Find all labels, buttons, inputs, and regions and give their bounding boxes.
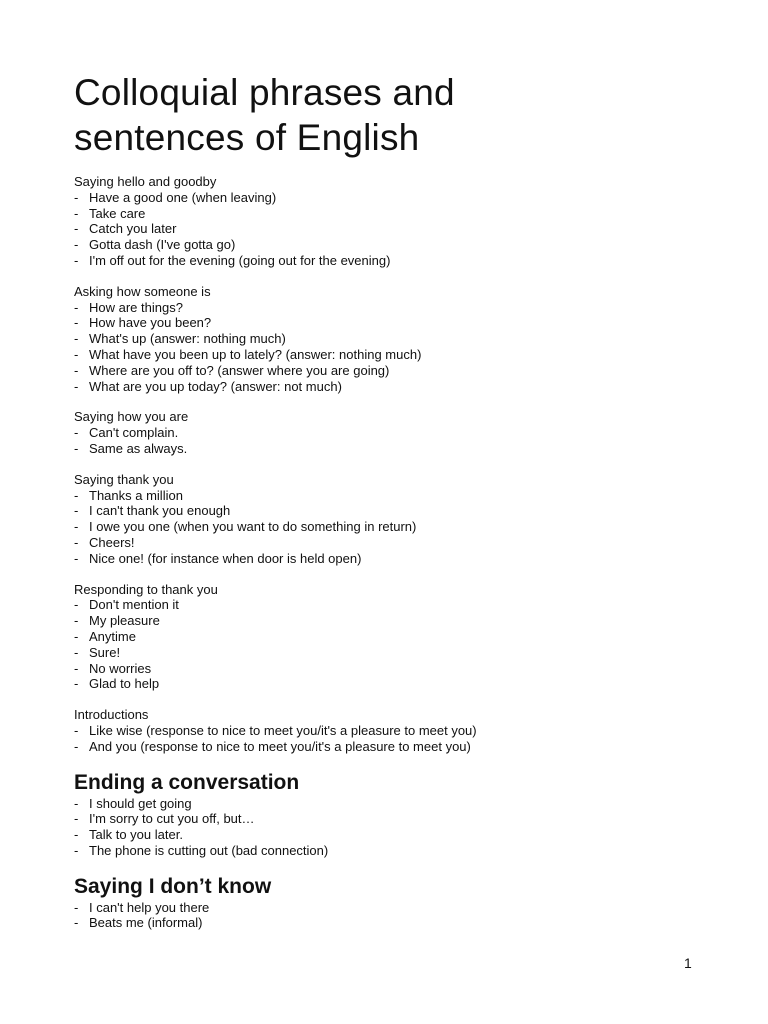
dash-bullet: - [74, 660, 79, 676]
dash-bullet: - [74, 205, 79, 221]
list-item [74, 661, 714, 677]
dash-bullet: - [74, 827, 79, 843]
list-item [74, 315, 714, 331]
section-saying-i-don-t-know [74, 874, 714, 932]
list-item [74, 811, 714, 827]
title-line-1: Colloquial phrases and [74, 72, 455, 113]
dash-bullet: - [74, 795, 79, 811]
dash-bullet: - [74, 738, 79, 754]
section-saying-hello-and-goodby [74, 174, 714, 269]
list-item [74, 347, 714, 363]
list-item [74, 629, 714, 645]
page-number: 1 [684, 955, 692, 971]
list-item [74, 645, 714, 661]
list-item [74, 676, 714, 692]
section-saying-how-you-are [74, 409, 714, 456]
list-item-text: Anytime [89, 628, 136, 644]
list-item-text: Catch you later [89, 221, 177, 237]
list-item [74, 237, 714, 253]
dash-bullet: - [74, 331, 79, 347]
list-item-text: Same as always. [89, 440, 188, 456]
list-item [74, 253, 714, 269]
dash-bullet: - [74, 346, 79, 362]
section-label: Saying how you are [74, 409, 189, 425]
list-item-text: I can't help you there [89, 899, 210, 915]
section-label: Responding to thank you [74, 581, 218, 597]
dash-bullet: - [74, 676, 79, 692]
page-title [74, 70, 714, 160]
list-item [74, 613, 714, 629]
phrase-list [74, 796, 714, 859]
list-item-text: I should get going [89, 795, 192, 811]
list-item-text: Beats me (informal) [89, 915, 203, 931]
section-introductions [74, 707, 714, 754]
dash-bullet: - [74, 299, 79, 315]
list-item [74, 379, 714, 395]
phrase-sections [74, 174, 714, 755]
list-item [74, 535, 714, 551]
list-item-text: Don't mention it [89, 597, 179, 613]
dash-bullet: - [74, 722, 79, 738]
section-heading: Ending a conversation [74, 770, 300, 794]
list-item [74, 519, 714, 535]
section-label: Asking how someone is [74, 283, 211, 299]
list-item-text: Like wise (response to nice to meet you/it's a pleasure to meet you) [89, 722, 477, 738]
title-line-2: sentences of English [74, 117, 420, 158]
phrase-list [74, 597, 714, 692]
dash-bullet: - [74, 487, 79, 503]
section-label: Saying hello and goodby [74, 174, 217, 189]
list-item-text: What have you been up to lately? (answer: nothing much) [89, 346, 422, 362]
list-item-text: I'm off out for the evening (going out for the evening) [89, 252, 391, 268]
dash-bullet: - [74, 440, 79, 456]
list-item [74, 900, 714, 916]
dash-bullet: - [74, 189, 79, 205]
dash-bullet: - [74, 644, 79, 660]
dash-bullet: - [74, 899, 79, 915]
dash-bullet: - [74, 221, 79, 237]
dash-bullet: - [74, 597, 79, 613]
dash-bullet: - [74, 811, 79, 827]
list-item [74, 441, 714, 457]
list-item-text: Where are you off to? (answer where you are going) [89, 362, 390, 378]
list-item [74, 915, 714, 931]
list-item [74, 503, 714, 519]
list-item [74, 488, 714, 504]
list-item-text: Nice one! (for instance when door is held open) [89, 550, 362, 566]
phrase-list [74, 300, 714, 395]
dash-bullet: - [74, 425, 79, 441]
dash-bullet: - [74, 237, 79, 253]
dash-bullet: - [74, 628, 79, 644]
section-heading: Saying I don’t know [74, 874, 272, 898]
list-item [74, 190, 714, 206]
list-item [74, 300, 714, 316]
list-item [74, 796, 714, 812]
list-item-text: Talk to you later. [89, 827, 183, 843]
phrase-list [74, 190, 714, 269]
heading-sections [74, 770, 714, 932]
list-item-text: No worries [89, 660, 152, 676]
section-responding-to-thank-you [74, 582, 714, 693]
list-item-text: The phone is cutting out (bad connection) [89, 842, 329, 858]
list-item [74, 425, 714, 441]
list-item-text: Glad to help [89, 676, 160, 692]
list-item-text: I owe you one (when you want to do something in return) [89, 519, 417, 535]
list-item [74, 551, 714, 567]
dash-bullet: - [74, 362, 79, 378]
dash-bullet: - [74, 252, 79, 268]
phrase-list [74, 723, 714, 755]
dash-bullet: - [74, 503, 79, 519]
list-item-text: I can't thank you enough [89, 503, 231, 519]
list-item-text: Thanks a million [89, 487, 183, 503]
list-item-text: My pleasure [89, 613, 160, 629]
list-item-text: Have a good one (when leaving) [89, 189, 277, 205]
dash-bullet: - [74, 378, 79, 394]
list-item [74, 221, 714, 237]
dash-bullet: - [74, 315, 79, 331]
list-item [74, 597, 714, 613]
list-item-text: Take care [89, 205, 146, 221]
section-label: Saying thank you [74, 471, 174, 487]
list-item-text: What's up (answer: nothing much) [89, 331, 286, 347]
list-item [74, 363, 714, 379]
list-item-text: How have you been? [89, 315, 212, 331]
section-label: Introductions [74, 707, 149, 723]
dash-bullet: - [74, 613, 79, 629]
dash-bullet: - [74, 842, 79, 858]
list-item [74, 843, 714, 859]
list-item [74, 331, 714, 347]
list-item-text: Can't complain. [89, 425, 179, 441]
dash-bullet: - [74, 534, 79, 550]
dash-bullet: - [74, 550, 79, 566]
list-item [74, 723, 714, 739]
dash-bullet: - [74, 915, 79, 931]
list-item [74, 206, 714, 222]
document-page [74, 70, 714, 946]
list-item-text: How are things? [89, 299, 183, 315]
list-item-text: Gotta dash (I've gotta go) [89, 237, 236, 253]
section-ending-a-conversation [74, 770, 714, 859]
list-item-text: What are you up today? (answer: not much) [89, 378, 342, 394]
section-asking-how-someone-is [74, 284, 714, 395]
list-item-text: And you (response to nice to meet you/it's a pleasure to meet you) [89, 738, 471, 754]
list-item-text: Sure! [89, 644, 121, 660]
list-item [74, 827, 714, 843]
phrase-list [74, 488, 714, 567]
list-item-text: Cheers! [89, 534, 135, 550]
list-item [74, 739, 714, 755]
list-item-text: I'm sorry to cut you off, but… [89, 811, 255, 827]
phrase-list [74, 900, 714, 932]
section-saying-thank-you [74, 472, 714, 567]
dash-bullet: - [74, 519, 79, 535]
phrase-list [74, 425, 714, 457]
